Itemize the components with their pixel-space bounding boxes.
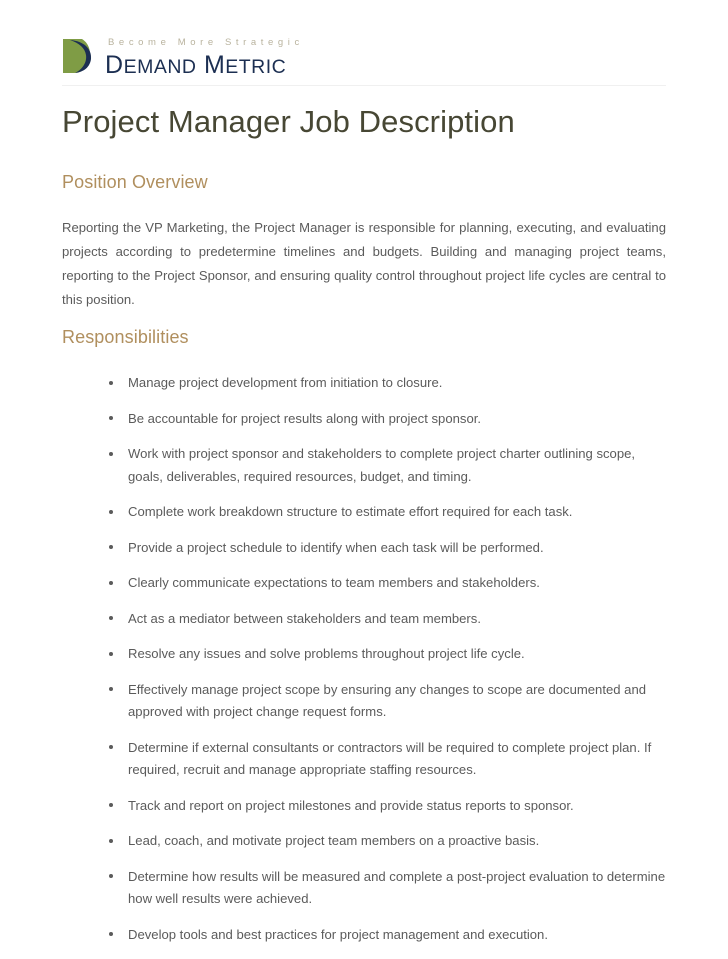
list-item-text: Lead, coach, and motivate project team members on a proactive basis. — [128, 833, 540, 848]
list-item-text: Manage project development from initiation to closure. — [128, 375, 443, 390]
list-item-text: Develop tools and best practices for project management and execution. — [128, 926, 548, 942]
wordmark-space — [196, 51, 203, 79]
list-item-text: Work with project sponsor and stakeholders to complete project charter outlining scope, goals, deliverables, required resources, budget, and timing. — [128, 446, 636, 484]
list-item-text: Determine how results will be measured and complete a post-project evaluation to determine how well results were achieved. — [128, 868, 666, 906]
wordmark-m: M — [203, 50, 226, 79]
section-heading-responsibilities: Responsibilities — [62, 327, 189, 347]
list-item — [62, 679, 666, 724]
list-item-text: Be accountable for project results along with project sponsor. — [128, 410, 482, 426]
list-item — [62, 572, 666, 595]
list-item — [62, 830, 666, 853]
list-item-text: Determine if external consultants or contractors will be required to complete project plan. If required, recruit and manage appropriate staffing resources. — [128, 739, 652, 777]
bullet-icon — [109, 874, 113, 878]
list-item — [62, 537, 666, 560]
page-title: Project Manager Job Description — [62, 104, 515, 139]
brand-wordmark — [105, 52, 304, 78]
brand-tagline: Become More Strategic — [108, 37, 304, 48]
bullet-icon — [109, 581, 113, 585]
wordmark-d: D — [105, 50, 124, 79]
bullet-icon — [109, 381, 113, 385]
responsibilities-list — [62, 372, 666, 959]
bullet-icon — [109, 452, 113, 456]
document-header — [62, 36, 666, 78]
wordmark-etric: ETRIC — [225, 55, 287, 78]
list-item-text: Provide a project schedule to identify when each task will be performed. — [128, 539, 544, 555]
bullet-icon — [109, 839, 113, 843]
list-item — [62, 408, 666, 431]
list-item-text: Complete work breakdown structure to estimate effort required for each task. — [128, 504, 573, 519]
bullet-icon — [109, 687, 113, 691]
bullet-icon — [109, 616, 113, 620]
list-item — [62, 795, 666, 818]
bullet-icon — [109, 803, 113, 807]
list-item-text: Effectively manage project scope by ensuring any changes to scope are documented and approved with project change request forms. — [128, 681, 647, 719]
list-item-text: Resolve any issues and solve problems throughout project life cycle. — [128, 646, 525, 661]
list-item — [62, 643, 666, 666]
list-item — [62, 501, 666, 524]
section-heading-position-overview: Position Overview — [62, 172, 208, 192]
brand-logo-text — [105, 36, 304, 78]
list-item — [62, 737, 666, 782]
header-divider — [62, 85, 666, 86]
list-item-text: Clearly communicate expectations to team members and stakeholders. — [128, 575, 540, 590]
list-item — [62, 443, 666, 488]
bullet-icon — [109, 510, 113, 514]
brand-logo — [62, 36, 666, 78]
bullet-icon — [109, 745, 113, 749]
bullet-icon — [109, 545, 113, 549]
bullet-icon — [109, 652, 113, 656]
demand-metric-logo-mark-icon — [62, 38, 96, 74]
list-item — [62, 866, 666, 911]
list-item — [62, 372, 666, 395]
list-item — [62, 608, 666, 631]
list-item-text: Act as a mediator between stakeholders and team members. — [128, 610, 481, 626]
position-overview-paragraph: Reporting the VP Marketing, the Project Manager is responsible for planning, executing, and evaluating projects according to predetermine timelines and budgets. Building and managing project teams, reporting to the Project Sponsor, and ensuring quality control throughout project life cycles are central to this position. — [62, 220, 666, 307]
list-item-text: Track and report on project milestones and provide status reports to sponsor. — [128, 797, 574, 813]
bullet-icon — [109, 932, 113, 936]
wordmark-emand: EMAND — [123, 55, 197, 78]
bullet-icon — [109, 416, 113, 420]
